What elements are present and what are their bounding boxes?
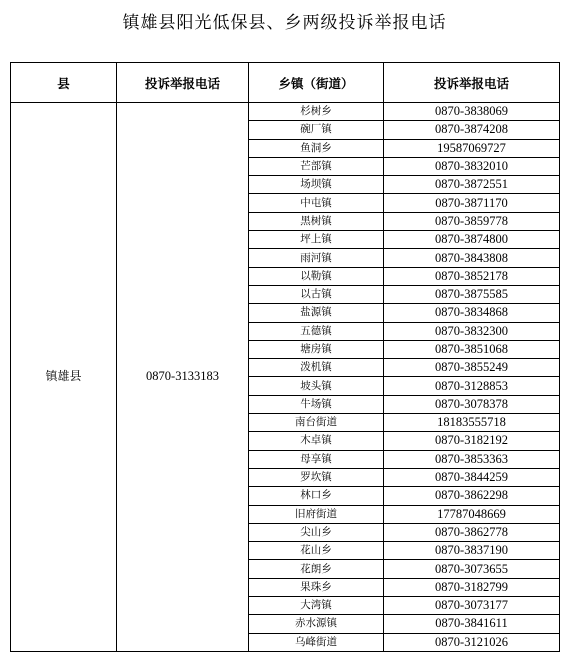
header-town: 乡镇（街道） <box>249 63 384 103</box>
town-name-cell: 林口乡 <box>249 487 384 505</box>
town-phone-cell: 0870-3851068 <box>384 340 560 358</box>
town-phone-cell: 0870-3871170 <box>384 194 560 212</box>
town-phone-cell: 0870-3832010 <box>384 157 560 175</box>
town-phone-cell: 17787048669 <box>384 505 560 523</box>
town-phone-cell: 19587069727 <box>384 139 560 157</box>
table-header-row <box>11 63 560 103</box>
town-name-cell: 罗坎镇 <box>249 468 384 486</box>
town-phone-cell: 0870-3841611 <box>384 615 560 633</box>
town-phone-cell: 0870-3859778 <box>384 212 560 230</box>
town-name-cell: 碗厂镇 <box>249 121 384 139</box>
header-county: 县 <box>11 63 117 103</box>
town-name-cell: 坪上镇 <box>249 231 384 249</box>
town-phone-cell: 0870-3844259 <box>384 468 560 486</box>
town-name-cell: 场坝镇 <box>249 176 384 194</box>
town-phone-cell: 0870-3182799 <box>384 578 560 596</box>
header-county-phone: 投诉举报电话 <box>117 63 249 103</box>
town-name-cell: 五德镇 <box>249 322 384 340</box>
town-phone-cell: 0870-3855249 <box>384 359 560 377</box>
town-phone-cell: 0870-3872551 <box>384 176 560 194</box>
document-title: 镇雄县阳光低保县、乡两级投诉举报电话 <box>122 13 447 33</box>
town-phone-cell: 0870-3853363 <box>384 450 560 468</box>
town-name-cell: 芒部镇 <box>249 157 384 175</box>
town-phone-cell: 0870-3874800 <box>384 231 560 249</box>
town-name-cell: 尖山乡 <box>249 523 384 541</box>
town-name-cell: 鱼洞乡 <box>249 139 384 157</box>
town-name-cell: 盐源镇 <box>249 304 384 322</box>
town-name-cell: 旧府街道 <box>249 505 384 523</box>
complaint-phone-table <box>10 62 560 652</box>
table-row <box>11 103 560 121</box>
town-name-cell: 塘房镇 <box>249 340 384 358</box>
town-name-cell: 坡头镇 <box>249 377 384 395</box>
town-phone-cell: 0870-3182192 <box>384 432 560 450</box>
town-name-cell: 以勒镇 <box>249 267 384 285</box>
town-name-cell: 南台街道 <box>249 414 384 432</box>
town-name-cell: 乌峰街道 <box>249 633 384 651</box>
town-name-cell: 牛场镇 <box>249 395 384 413</box>
town-name-cell: 中屯镇 <box>249 194 384 212</box>
town-phone-cell: 0870-3874208 <box>384 121 560 139</box>
town-name-cell: 杉树乡 <box>249 103 384 121</box>
town-phone-cell: 18183555718 <box>384 414 560 432</box>
county-phone-cell: 0870-3133183 <box>117 103 249 652</box>
town-phone-cell: 0870-3852178 <box>384 267 560 285</box>
town-name-cell: 黑树镇 <box>249 212 384 230</box>
town-phone-cell: 0870-3128853 <box>384 377 560 395</box>
town-phone-cell: 0870-3121026 <box>384 633 560 651</box>
town-phone-cell: 0870-3078378 <box>384 395 560 413</box>
town-phone-cell: 0870-3875585 <box>384 285 560 303</box>
town-phone-cell: 0870-3862298 <box>384 487 560 505</box>
town-phone-cell: 0870-3073655 <box>384 560 560 578</box>
town-phone-cell: 0870-3862778 <box>384 523 560 541</box>
town-name-cell: 花山乡 <box>249 542 384 560</box>
town-phone-cell: 0870-3838069 <box>384 103 560 121</box>
town-phone-cell: 0870-3073177 <box>384 597 560 615</box>
town-name-cell: 以古镇 <box>249 285 384 303</box>
town-phone-cell: 0870-3843808 <box>384 249 560 267</box>
town-name-cell: 赤水源镇 <box>249 615 384 633</box>
town-name-cell: 大湾镇 <box>249 597 384 615</box>
town-name-cell: 母享镇 <box>249 450 384 468</box>
town-name-cell: 花朗乡 <box>249 560 384 578</box>
town-name-cell: 雨河镇 <box>249 249 384 267</box>
town-phone-cell: 0870-3837190 <box>384 542 560 560</box>
town-phone-cell: 0870-3832300 <box>384 322 560 340</box>
town-name-cell: 木卓镇 <box>249 432 384 450</box>
header-town-phone: 投诉举报电话 <box>384 63 560 103</box>
county-name-cell: 镇雄县 <box>11 103 117 652</box>
town-name-cell: 果珠乡 <box>249 578 384 596</box>
town-phone-cell: 0870-3834868 <box>384 304 560 322</box>
town-name-cell: 泼机镇 <box>249 359 384 377</box>
